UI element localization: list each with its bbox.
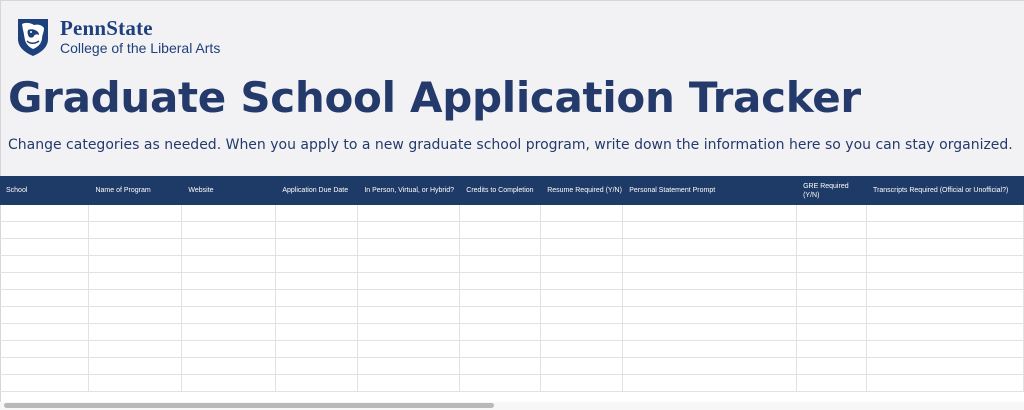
- table-cell[interactable]: [460, 256, 541, 273]
- column-header-website[interactable]: Website: [182, 176, 276, 205]
- table-cell[interactable]: [276, 307, 358, 324]
- table-cell[interactable]: [182, 341, 276, 358]
- table-cell[interactable]: [541, 239, 623, 256]
- table-cell[interactable]: [541, 307, 623, 324]
- table-cell[interactable]: [541, 256, 623, 273]
- table-cell[interactable]: [867, 256, 1024, 273]
- page-title: Graduate School Application Tracker: [8, 73, 861, 122]
- table-cell[interactable]: [541, 341, 623, 358]
- table-row: [0, 358, 1024, 375]
- column-header-format[interactable]: In Person, Virtual, or Hybrid?: [358, 176, 460, 205]
- table-cell[interactable]: [541, 205, 623, 222]
- table-cell[interactable]: [358, 358, 460, 375]
- table-cell[interactable]: [623, 358, 797, 375]
- table-cell[interactable]: [623, 256, 797, 273]
- table-cell[interactable]: [0, 256, 89, 273]
- table-cell[interactable]: [623, 239, 797, 256]
- table-cell[interactable]: [358, 205, 460, 222]
- table-cell[interactable]: [797, 256, 867, 273]
- table-cell[interactable]: [89, 222, 182, 239]
- table-cell[interactable]: [276, 205, 358, 222]
- table-cell[interactable]: [623, 375, 797, 392]
- table-cell[interactable]: [623, 290, 797, 307]
- table-cell[interactable]: [867, 307, 1024, 324]
- table-cell[interactable]: [182, 324, 276, 341]
- table-cell[interactable]: [867, 324, 1024, 341]
- table-cell[interactable]: [797, 222, 867, 239]
- table-cell[interactable]: [89, 307, 182, 324]
- table-cell[interactable]: [0, 324, 89, 341]
- table-cell[interactable]: [89, 205, 182, 222]
- table-cell[interactable]: [276, 324, 358, 341]
- table-cell[interactable]: [460, 358, 541, 375]
- table-cell[interactable]: [89, 273, 182, 290]
- table-cell[interactable]: [0, 273, 89, 290]
- column-header-application-due-date[interactable]: Application Due Date: [276, 176, 358, 205]
- table-cell[interactable]: [460, 273, 541, 290]
- table-cell[interactable]: [867, 290, 1024, 307]
- table-cell[interactable]: [541, 222, 623, 239]
- table-cell[interactable]: [460, 205, 541, 222]
- table-cell[interactable]: [797, 205, 867, 222]
- table-row: [0, 324, 1024, 341]
- table-row: [0, 273, 1024, 290]
- table-cell[interactable]: [797, 324, 867, 341]
- brand-subtitle: College of the Liberal Arts: [60, 40, 221, 56]
- table-cell[interactable]: [89, 341, 182, 358]
- table-cell[interactable]: [358, 307, 460, 324]
- table-cell[interactable]: [797, 290, 867, 307]
- penn-state-shield-icon: [16, 17, 50, 57]
- table-cell[interactable]: [867, 273, 1024, 290]
- table-cell[interactable]: [623, 341, 797, 358]
- table-cell[interactable]: [0, 222, 89, 239]
- table-cell[interactable]: [182, 290, 276, 307]
- table-cell[interactable]: [460, 341, 541, 358]
- table-cell[interactable]: [182, 222, 276, 239]
- table-cell[interactable]: [89, 239, 182, 256]
- table-row: [0, 307, 1024, 324]
- table-cell[interactable]: [797, 239, 867, 256]
- table-row: [0, 256, 1024, 273]
- table-cell[interactable]: [623, 307, 797, 324]
- tracker-table-viewport[interactable]: [0, 176, 1024, 402]
- table-cell[interactable]: [460, 324, 541, 341]
- table-cell[interactable]: [89, 375, 182, 392]
- column-header-name-of-program[interactable]: Name of Program: [89, 176, 182, 205]
- table-cell[interactable]: [867, 205, 1024, 222]
- table-cell[interactable]: [358, 239, 460, 256]
- table-cell[interactable]: [276, 341, 358, 358]
- table-cell[interactable]: [867, 375, 1024, 392]
- table-cell[interactable]: [541, 375, 623, 392]
- table-cell[interactable]: [358, 256, 460, 273]
- table-cell[interactable]: [0, 290, 89, 307]
- column-header-transcripts-required[interactable]: Transcripts Required (Official or Unofficial?): [867, 176, 1024, 205]
- table-cell[interactable]: [89, 358, 182, 375]
- table-cell[interactable]: [182, 205, 276, 222]
- table-cell[interactable]: [623, 324, 797, 341]
- table-cell[interactable]: [89, 290, 182, 307]
- table-row: [0, 375, 1024, 392]
- table-cell[interactable]: [358, 273, 460, 290]
- table-cell[interactable]: [541, 358, 623, 375]
- table-cell[interactable]: [797, 273, 867, 290]
- table-cell[interactable]: [867, 358, 1024, 375]
- table-cell[interactable]: [182, 307, 276, 324]
- table-cell[interactable]: [0, 375, 89, 392]
- brand-name: PennState: [60, 16, 153, 40]
- table-cell[interactable]: [797, 307, 867, 324]
- horizontal-scrollbar[interactable]: [0, 402, 1024, 410]
- tracker-table: [0, 176, 1024, 392]
- table-cell[interactable]: [460, 307, 541, 324]
- table-cell[interactable]: [867, 222, 1024, 239]
- table-cell[interactable]: [541, 273, 623, 290]
- table-cell[interactable]: [276, 256, 358, 273]
- table-cell[interactable]: [276, 239, 358, 256]
- table-cell[interactable]: [460, 222, 541, 239]
- table-cell[interactable]: [0, 239, 89, 256]
- table-cell[interactable]: [460, 239, 541, 256]
- penn-state-logo[interactable]: [16, 16, 220, 58]
- column-header-school[interactable]: School: [0, 176, 89, 205]
- table-cell[interactable]: [797, 341, 867, 358]
- table-cell[interactable]: [182, 375, 276, 392]
- table-cell[interactable]: [89, 256, 182, 273]
- table-cell[interactable]: [797, 375, 867, 392]
- table-body: [0, 205, 1024, 392]
- table-cell[interactable]: [460, 290, 541, 307]
- column-header-credits[interactable]: Credits to Completion: [460, 176, 541, 205]
- table-cell[interactable]: [276, 375, 358, 392]
- column-header-personal-statement[interactable]: Personal Statement Prompt: [623, 176, 797, 205]
- table-row: [0, 290, 1024, 307]
- table-cell[interactable]: [276, 290, 358, 307]
- table-cell[interactable]: [276, 358, 358, 375]
- table-cell[interactable]: [358, 222, 460, 239]
- table-cell[interactable]: [0, 307, 89, 324]
- table-cell[interactable]: [541, 324, 623, 341]
- table-cell[interactable]: [358, 324, 460, 341]
- table-cell[interactable]: [0, 358, 89, 375]
- page-subtitle: Change categories as needed. When you apply to a new graduate school program, write down the information here so you can stay organized.: [8, 137, 1013, 153]
- table-cell[interactable]: [541, 290, 623, 307]
- table-row: [0, 222, 1024, 239]
- table-cell[interactable]: [867, 341, 1024, 358]
- table-row: [0, 341, 1024, 358]
- table-cell[interactable]: [276, 222, 358, 239]
- column-header-gre-required[interactable]: GRE Required (Y/N): [797, 176, 867, 205]
- table-header-row: [0, 176, 1024, 205]
- table-cell[interactable]: [358, 341, 460, 358]
- table-cell[interactable]: [276, 273, 358, 290]
- table-cell[interactable]: [182, 239, 276, 256]
- table-cell[interactable]: [623, 273, 797, 290]
- table-cell[interactable]: [89, 324, 182, 341]
- column-header-resume-required[interactable]: Resume Required (Y/N): [541, 176, 623, 205]
- frame-border-top: [0, 0, 1024, 1]
- table-cell[interactable]: [460, 375, 541, 392]
- table-cell[interactable]: [182, 273, 276, 290]
- table-row: [0, 205, 1024, 222]
- table-cell[interactable]: [182, 358, 276, 375]
- table-cell[interactable]: [623, 222, 797, 239]
- table-cell[interactable]: [797, 358, 867, 375]
- table-cell[interactable]: [867, 239, 1024, 256]
- table-cell[interactable]: [358, 290, 460, 307]
- table-row: [0, 239, 1024, 256]
- table-cell[interactable]: [358, 375, 460, 392]
- horizontal-scrollbar-thumb[interactable]: [4, 403, 494, 408]
- table-cell[interactable]: [0, 341, 89, 358]
- header-area: [0, 0, 1024, 176]
- table-cell[interactable]: [182, 256, 276, 273]
- table-cell[interactable]: [0, 205, 89, 222]
- table-cell[interactable]: [623, 205, 797, 222]
